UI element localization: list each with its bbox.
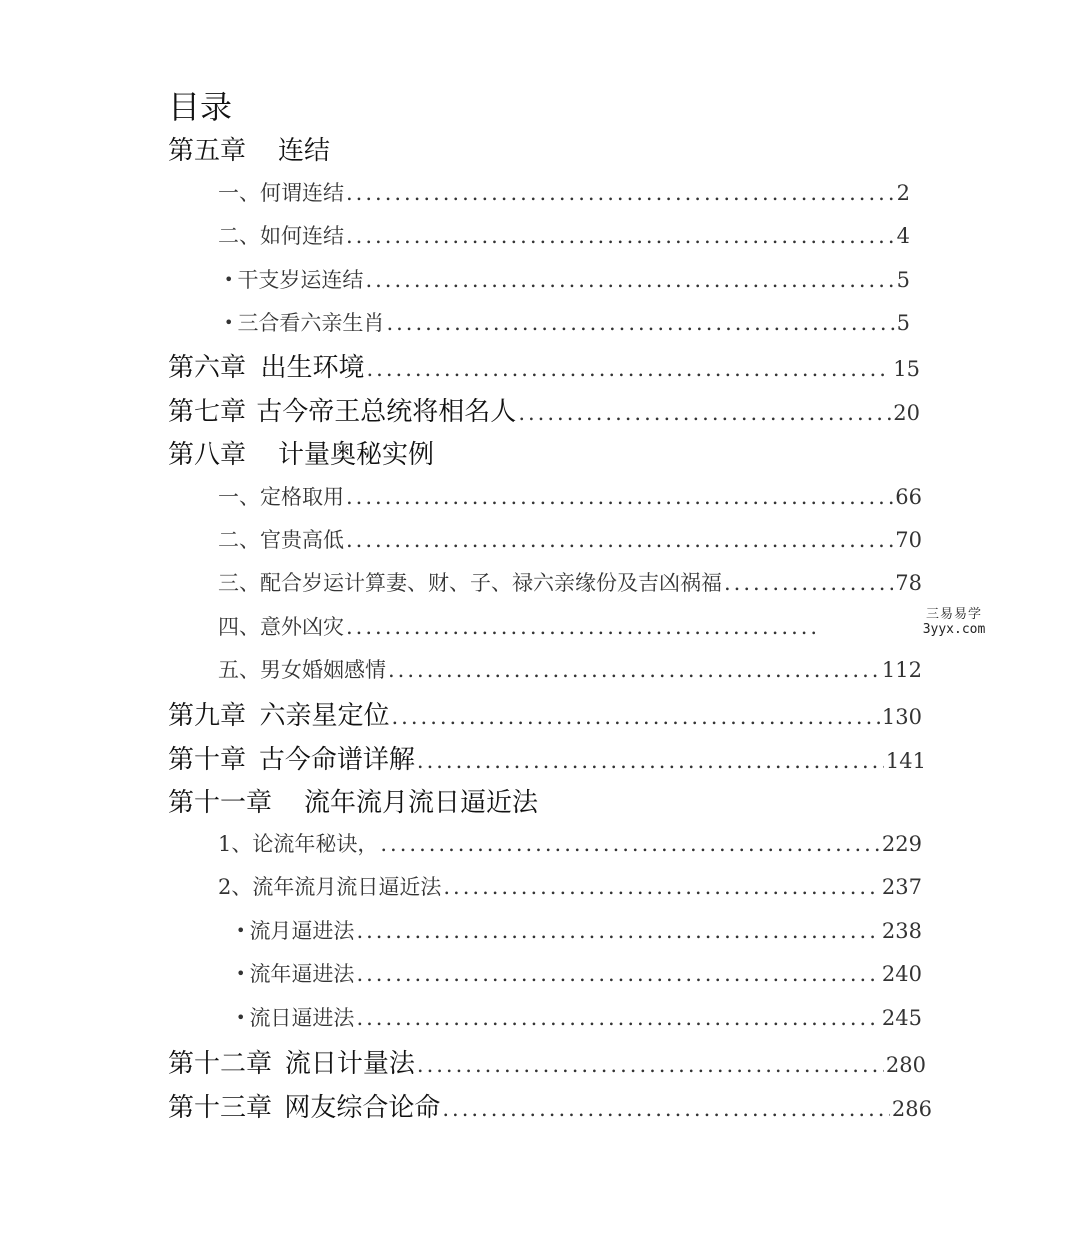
entry-title: 流年流月流日逼近法 xyxy=(304,788,539,818)
leader-dots xyxy=(386,311,894,335)
page-number: 130 xyxy=(881,705,922,729)
toc-entry[interactable] xyxy=(218,654,922,684)
bullet-icon: • xyxy=(224,313,234,332)
chapter-number: 第七章 xyxy=(168,397,247,427)
page-number: 4 xyxy=(896,224,910,248)
leader-dots xyxy=(356,962,879,986)
page-number: 238 xyxy=(881,919,922,943)
entry-title: 意外凶灾 xyxy=(260,615,344,639)
page-number: 229 xyxy=(881,832,922,856)
bullet-icon: • xyxy=(236,921,246,940)
toc-entry[interactable] xyxy=(218,481,922,511)
leader-dots xyxy=(388,658,880,682)
toc-entry[interactable] xyxy=(218,828,922,858)
chapter-number: 第十章 xyxy=(168,745,247,775)
toc-entry-chapter-9[interactable] xyxy=(168,695,922,732)
watermark-text: 三易易学 xyxy=(925,607,982,622)
chapter-number: 第六章 xyxy=(168,353,247,383)
leader-dots xyxy=(367,357,892,381)
entry-title: 古今命谱详解 xyxy=(258,745,415,775)
entry-title: 出生环境 xyxy=(260,353,365,383)
chapter-number: 第九章 xyxy=(168,701,247,731)
toc-entry[interactable] xyxy=(224,264,910,294)
toc-entry[interactable] xyxy=(218,177,910,207)
leader-dots xyxy=(356,919,879,943)
page-number: 78 xyxy=(895,571,922,595)
page-number: 237 xyxy=(881,875,922,899)
entry-title: 何谓连结 xyxy=(260,181,344,205)
chapter-number: 第五章 xyxy=(168,136,247,166)
toc-entry[interactable] xyxy=(218,220,910,250)
toc-entry-chapter-8[interactable] xyxy=(168,434,920,471)
entry-number: 1、 xyxy=(218,832,253,856)
leader-dots xyxy=(346,224,895,248)
entry-number: 五、 xyxy=(218,658,260,682)
bullet-icon: • xyxy=(224,270,234,289)
entry-title: 如何连结 xyxy=(260,224,344,248)
page-number: 141 xyxy=(885,749,926,773)
entry-title: 论流年秘诀， xyxy=(252,832,379,856)
page-number: 286 xyxy=(891,1097,932,1121)
leader-dots xyxy=(346,615,816,639)
leader-dots xyxy=(392,705,880,729)
bullet-icon: • xyxy=(236,964,246,983)
entry-title: 配合岁运计算妻、财、子、禄六亲缘份及吉凶祸福 xyxy=(260,571,722,595)
leader-dots xyxy=(417,749,884,773)
entry-title: 流月逼进法 xyxy=(249,919,355,943)
leader-dots xyxy=(346,528,893,552)
bullet-icon: • xyxy=(236,1008,246,1027)
entry-number: 二、 xyxy=(218,528,260,552)
entry-title: 定格取用 xyxy=(260,485,344,509)
entry-title: 六亲星定位 xyxy=(259,701,390,731)
entry-number: 二、 xyxy=(218,224,260,248)
chapter-number: 第十一章 xyxy=(168,788,273,818)
page-number: 245 xyxy=(881,1006,922,1030)
leader-dots xyxy=(724,571,893,595)
leader-dots xyxy=(346,181,895,205)
page-number: 70 xyxy=(895,528,922,552)
entry-title: 连结 xyxy=(278,136,331,166)
entry-title: 三合看六亲生肖 xyxy=(237,311,385,335)
entry-title: 流年逼进法 xyxy=(249,962,355,986)
toc-entry[interactable] xyxy=(236,915,922,945)
entry-number: 一、 xyxy=(218,181,260,205)
leader-dots xyxy=(356,1006,879,1030)
toc-entry[interactable] xyxy=(218,524,922,554)
page-number: 280 xyxy=(885,1053,926,1077)
chapter-number: 第十二章 xyxy=(168,1049,273,1079)
leader-dots xyxy=(365,268,894,292)
toc-entry-chapter-13[interactable] xyxy=(168,1087,932,1124)
entry-title: 流日逼进法 xyxy=(249,1006,355,1030)
toc-entry[interactable] xyxy=(236,958,922,988)
entry-title: 网友综合论命 xyxy=(284,1093,441,1123)
chapter-number: 第八章 xyxy=(168,440,247,470)
entry-title: 官贵高低 xyxy=(260,528,344,552)
toc-title: 目录 xyxy=(168,88,233,126)
entry-title: 男女婚姻感情 xyxy=(260,658,386,682)
leader-dots xyxy=(417,1053,884,1077)
leader-dots xyxy=(518,401,891,425)
toc-entry-chapter-7[interactable] xyxy=(168,391,920,428)
entry-title: 流年流月流日逼近法 xyxy=(252,875,442,899)
toc-entry[interactable] xyxy=(218,567,922,597)
page-number: 112 xyxy=(881,658,922,682)
leader-dots xyxy=(346,485,893,509)
leader-dots xyxy=(380,832,880,856)
toc-entry[interactable] xyxy=(236,1002,922,1032)
page-number: 5 xyxy=(896,268,910,292)
page-number: 20 xyxy=(893,401,920,425)
toc-entry[interactable] xyxy=(218,871,922,901)
watermark-url: 3yyx.com xyxy=(922,622,986,637)
toc-entry-chapter-12[interactable] xyxy=(168,1043,926,1080)
watermark xyxy=(914,603,994,637)
toc-entry-chapter-10[interactable] xyxy=(168,739,926,776)
toc-entry[interactable] xyxy=(224,307,910,337)
leader-dots xyxy=(443,875,880,899)
entry-title: 干支岁运连结 xyxy=(237,268,364,292)
toc-entry-chapter-6[interactable] xyxy=(168,347,920,384)
entry-number: 三、 xyxy=(218,571,260,595)
page-number: 66 xyxy=(895,485,922,509)
page-number: 15 xyxy=(893,357,920,381)
toc-entry[interactable] xyxy=(218,611,818,641)
chapter-number: 第十三章 xyxy=(168,1093,273,1123)
leader-dots xyxy=(442,1097,890,1121)
entry-title: 计量奥秘实例 xyxy=(278,440,435,470)
page-number: 2 xyxy=(896,181,910,205)
entry-number: 2、 xyxy=(218,875,253,899)
toc-entry-chapter-5[interactable] xyxy=(168,130,908,167)
entry-number: 四、 xyxy=(218,615,260,639)
entry-number: 一、 xyxy=(218,485,260,509)
entry-title: 流日计量法 xyxy=(284,1049,415,1079)
page-number: 5 xyxy=(896,311,910,335)
toc-entry-chapter-11[interactable] xyxy=(168,782,926,819)
page-number: 240 xyxy=(881,962,922,986)
entry-title: 古今帝王总统将相名人 xyxy=(256,397,517,427)
